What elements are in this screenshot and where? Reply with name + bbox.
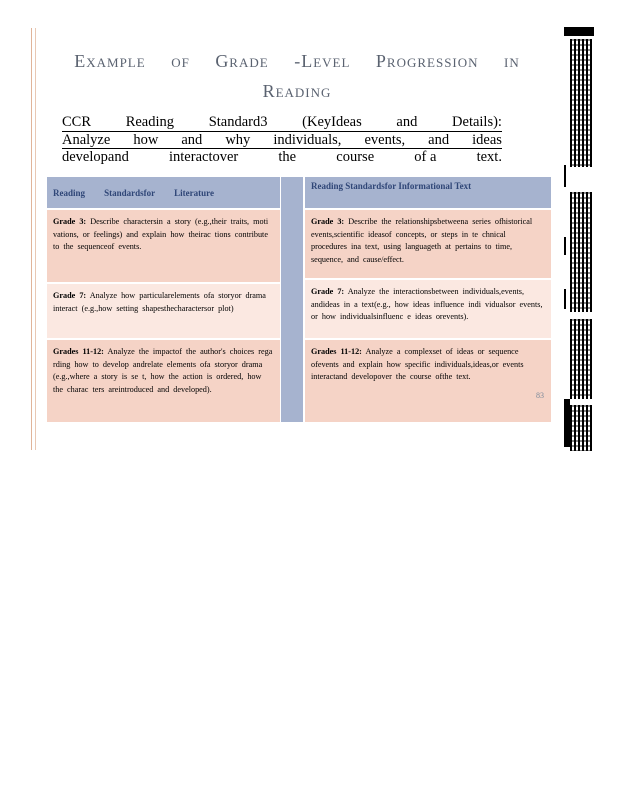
grade-label: Grade 3: (311, 217, 345, 226)
informational-grade-7-cell (305, 278, 551, 338)
intro-word: course (336, 149, 375, 165)
title-word: Grade (215, 51, 269, 71)
intro-word: ideas (472, 131, 502, 148)
header-word: Literature (174, 188, 214, 198)
title-word: Progression (375, 51, 479, 71)
intro-word: the (278, 149, 297, 165)
intro-line (62, 132, 502, 150)
page-title (48, 46, 546, 106)
informational-column (305, 177, 551, 422)
barcode-stripes (570, 405, 592, 451)
intro-line (62, 114, 502, 132)
intro-word: Reading (125, 114, 175, 130)
intro-word: interactover (169, 149, 239, 165)
literature-grade-11-12-cell (47, 338, 280, 422)
intro-line (62, 149, 502, 166)
intro-word: (KeyIdeas (302, 114, 362, 130)
page-border-line (35, 28, 36, 450)
standard-text: Analyze the interactionsbetween individuals,events, andideas in a text(e.g., how ideas influence indi vidualsor events, or how individualsinfluenc e ideas orevents). (311, 287, 543, 321)
informational-grade-11-12-cell (305, 338, 551, 422)
title-word: of (171, 51, 190, 71)
barcode-stripes (570, 192, 592, 312)
literature-grade-7-cell (47, 282, 280, 338)
standard-text: Analyze how particularelements ofa storyor drama interact (e.g.,how setting shapesthecharactersor plot) (53, 291, 266, 313)
intro-word: how (133, 131, 159, 148)
header-word: Reading (53, 188, 86, 198)
literature-header (47, 177, 280, 208)
standard-text: Analyze a complexset of ideas or sequence ofevents and explain how specific individuals,ideas,or events interactand developover the course ofthe text. (311, 347, 524, 381)
informational-header: Reading Standardsfor Informational Text (305, 177, 551, 208)
header-word: Standardsfor (104, 188, 156, 198)
grade-label: Grade 7: (53, 291, 87, 300)
page-number: 83 (536, 391, 544, 400)
standard-intro (62, 114, 502, 166)
intro-word: Details): (452, 114, 502, 130)
intro-word: and (428, 131, 450, 148)
grade-label: Grades 11-12: (311, 347, 362, 356)
title-word: in (504, 51, 520, 71)
standards-table (47, 177, 551, 422)
page-border-line (31, 28, 32, 450)
grade-label: Grade 7: (311, 287, 345, 296)
intro-word: text. (476, 149, 502, 165)
barcode-rail (564, 165, 566, 187)
informational-grade-3-cell (305, 208, 551, 278)
grade-label: Grade 3: (53, 217, 87, 226)
standard-text: Analyze the impactof the author's choices rega rding how to develop andrelate elements ofa storyor drama (e.g.,where a story is se t, how the action is ordered, how the charac ters areintroduced and developed). (53, 347, 273, 394)
title-word: Example (74, 51, 146, 71)
intro-word: individuals, (273, 131, 342, 148)
title-word: -Level (294, 51, 351, 71)
standard-text: Describe the relationshipsbetweena series ofhistorical events,scientific ideasof concepts, or steps in te chnical procedures ina text, using languageth at pertains to time, sequence, and cause/effect. (311, 217, 533, 264)
barcode-rail (564, 289, 566, 309)
table-divider-column (281, 177, 303, 422)
barcode-stripes (570, 39, 592, 167)
intro-word: Standard3 (208, 114, 268, 130)
barcode-stripes (570, 319, 592, 399)
barcode-rail (564, 237, 566, 255)
intro-word: of a (414, 149, 437, 165)
intro-word: CCR (62, 114, 92, 130)
grade-label: Grades 11-12: (53, 347, 104, 356)
standard-text: Describe charactersin a story (e.g.,their traits, moti vations, or feelings) and explain how theirac tions contribute to the sequenceof events. (53, 217, 269, 251)
literature-grade-3-cell (47, 208, 280, 282)
intro-word: why (225, 131, 251, 148)
title-word: Reading (262, 81, 332, 101)
intro-word: and (181, 131, 203, 148)
barcode-strip-icon (564, 27, 594, 451)
intro-word: and (396, 114, 418, 130)
barcode-block (564, 27, 594, 36)
intro-word: Analyze (62, 131, 111, 148)
intro-word: developand (62, 149, 129, 165)
literature-column (47, 177, 280, 422)
intro-word: events, (364, 131, 406, 148)
